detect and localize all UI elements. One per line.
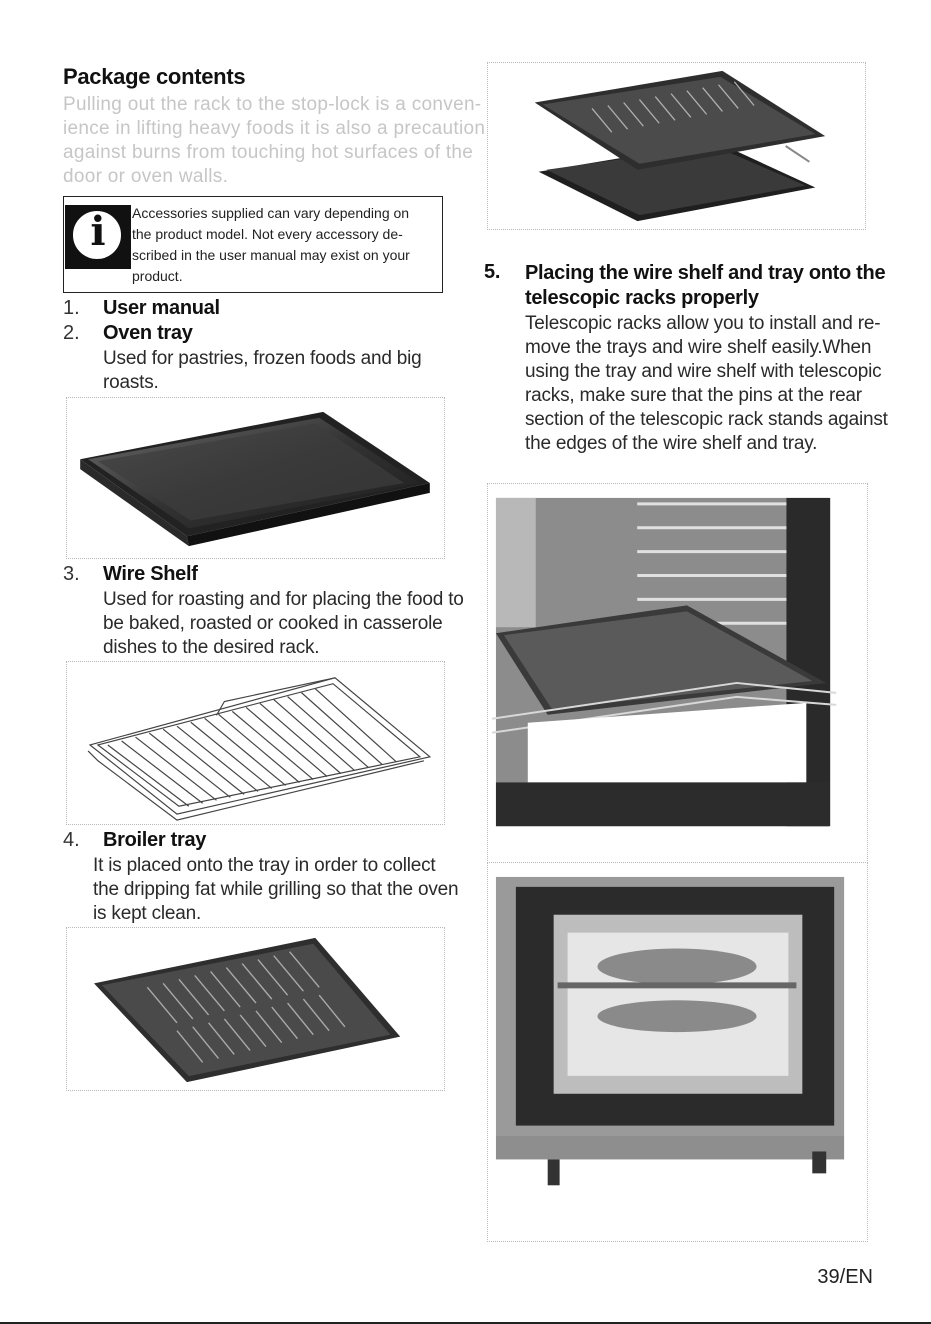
item-desc-oven-tray: Used for pastries, frozen foods and big roasts. (103, 348, 422, 393)
trays-stacked-illustration (488, 63, 865, 229)
wire-shelf-illustration (67, 662, 444, 824)
item-number: 3. (63, 563, 80, 585)
wire-shelf-figure (66, 661, 445, 825)
section-title: Package contents (63, 64, 246, 89)
telescopic-rack-figure (487, 483, 868, 863)
oven-front-figure (487, 862, 868, 1242)
item-number: 1. (63, 297, 80, 319)
page-number: 39/EN (817, 1266, 873, 1288)
item-title-broiler-tray: Broiler tray (103, 829, 207, 851)
item-title-wire-shelf: Wire Shelf (103, 563, 198, 585)
section5-desc: Telescopic racks allow you to install and re- move the trays and wire shelf easily.When using the tray and wire shelf with telescopic racks, make sure that the pins at the rear section of the telescopic rack stands against the edges of the wire shelf and tray. (525, 313, 888, 454)
telescopic-rack-illustration (488, 484, 867, 862)
item-number: 2. (63, 322, 80, 344)
faded-paragraph: Pulling out the rack to the stop-lock is a conven- ience in lifting heavy foods it is also a precaution against burns from touching hot surfaces of the door or oven walls. (63, 94, 486, 187)
item-desc-wire-shelf: Used for roasting and for placing the food to be baked, roasted or cooked in casserole dishes to the desired rack. (103, 589, 464, 658)
section5-number: 5. (484, 261, 501, 283)
item-number: 4. (63, 829, 80, 851)
item-desc-broiler-tray: It is placed onto the tray in order to collect the dripping fat while grilling so that the oven is kept clean. (93, 855, 459, 924)
oven-tray-figure (66, 397, 445, 559)
trays-stacked-figure (487, 62, 866, 230)
info-note-text: Accessories supplied can vary depending on the product model. Not every accessory de- scribed in the user manual may exist on your product. (132, 205, 410, 284)
oven-tray-illustration (67, 398, 444, 558)
oven-front-illustration (488, 863, 867, 1241)
info-icon: i (65, 205, 131, 269)
item-title-user-manual: User manual (103, 297, 220, 319)
info-note-box (63, 196, 443, 293)
broiler-tray-illustration (67, 928, 444, 1090)
broiler-tray-figure (66, 927, 445, 1091)
item-title-oven-tray: Oven tray (103, 322, 193, 344)
section5-title: Placing the wire shelf and tray onto the telescopic racks properly (525, 262, 886, 309)
